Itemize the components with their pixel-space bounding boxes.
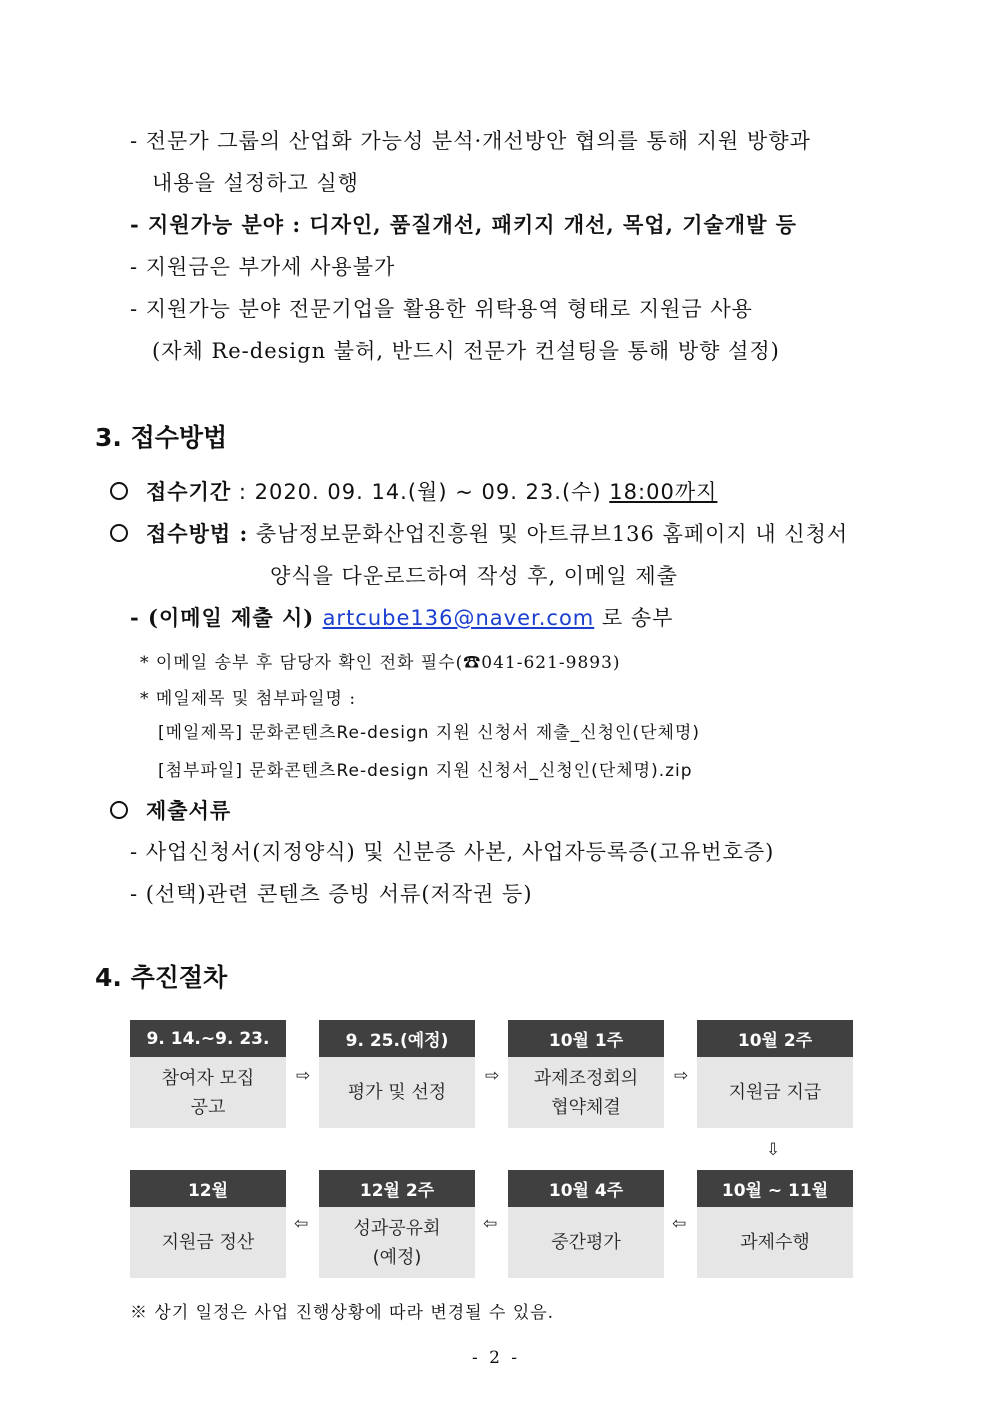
step-head: 10월 1주 <box>508 1020 664 1057</box>
arrow-right-icon: ⇨ <box>674 1066 689 1086</box>
step-box-1 <box>130 1020 286 1128</box>
step-head: 10월 2주 <box>697 1020 853 1057</box>
step-body: 지원금 정산 <box>130 1207 286 1278</box>
method-label: 접수방법 : <box>146 521 249 546</box>
note-2: * 메일제목 및 첨부파일명 : <box>140 689 357 709</box>
step-box-4 <box>697 1020 853 1128</box>
step-head: 12월 2주 <box>319 1170 475 1207</box>
arrow-left-icon: ⇦ <box>672 1214 687 1234</box>
step-body: 과제조정회의 협약체결 <box>508 1057 664 1128</box>
doc-item-2: - (선택)관련 콘텐츠 증빙 서류(저작권 등) <box>130 882 533 906</box>
method-text-1: 충남정보문화산업진흥원 및 아트큐브136 홈페이지 내 신청서 <box>248 522 849 546</box>
step-box-6 <box>319 1170 475 1278</box>
arrow-right-icon: ⇨ <box>485 1066 500 1086</box>
step-body: 지원금 지급 <box>697 1057 853 1128</box>
step-body: 과제수행 <box>697 1207 853 1278</box>
step-box-2 <box>319 1020 475 1128</box>
step-body: 평가 및 선정 <box>319 1057 475 1128</box>
step-head: 10월 ~ 11월 <box>697 1170 853 1207</box>
arrow-down-icon: ⇩ <box>766 1140 781 1160</box>
email-row <box>130 602 673 632</box>
intro-line-5: - 지원가능 분야 전문기업을 활용한 위탁용역 형태로 지원금 사용 <box>130 297 753 321</box>
doc-item-1: - 사업신청서(지정양식) 및 신분증 사본, 사업자등록증(고유번호증) <box>130 840 775 864</box>
email-label: - (이메일 제출 시) <box>130 605 323 630</box>
intro-line-3: - 지원가능 분야 : 디자인, 품질개선, 패키지 개선, 목업, 기술개발 등 <box>130 212 797 237</box>
section-4-title: 4. 추진절차 <box>95 963 228 992</box>
period-sep: : <box>231 480 255 504</box>
step-head: 9. 25.(예정) <box>319 1020 475 1057</box>
note-1: * 이메일 송부 후 담당자 확인 전화 필수(☎041-621-9893) <box>140 653 621 673</box>
section-3-title: 3. 접수방법 <box>95 423 228 452</box>
step-head: 9. 14.~9. 23. <box>130 1020 286 1057</box>
method-row <box>110 518 848 548</box>
schedule-footnote: ※ 상기 일정은 사업 진행상황에 따라 변경될 수 있음. <box>130 1303 555 1323</box>
docs-label: 제출서류 <box>146 798 232 823</box>
period-row <box>110 476 717 506</box>
page-number: - 2 - <box>471 1348 521 1368</box>
attach-name: [첨부파일] 문화콘텐츠Re-design 지원 신청서_신청인(단체명).zip <box>158 761 693 781</box>
intro-line-1: - 전문가 그룹의 산업화 가능성 분석·개선방안 협의를 통해 지원 방향과 <box>130 129 811 153</box>
method-text-2: 양식을 다운로드하여 작성 후, 이메일 제출 <box>270 564 678 588</box>
step-body: 성과공유회 (예정) <box>319 1207 475 1278</box>
intro-line-6: (자체 Re-design 불허, 반드시 전문가 컨설팅을 통해 방향 설정) <box>152 339 780 363</box>
circle-bullet-icon <box>110 482 128 500</box>
email-link[interactable]: artcube136@naver.com <box>322 606 595 630</box>
email-tail: 로 송부 <box>594 606 674 630</box>
arrow-left-icon: ⇦ <box>294 1214 309 1234</box>
step-body: 중간평가 <box>508 1207 664 1278</box>
docs-row <box>110 795 231 825</box>
intro-line-2: 내용을 설정하고 실행 <box>152 171 359 195</box>
circle-bullet-icon <box>110 801 128 819</box>
step-box-7 <box>508 1170 664 1278</box>
step-box-8 <box>697 1170 853 1278</box>
arrow-left-icon: ⇦ <box>483 1214 498 1234</box>
intro-line-4: - 지원금은 부가세 사용불가 <box>130 255 396 279</box>
step-box-3 <box>508 1020 664 1128</box>
step-box-5 <box>130 1170 286 1278</box>
period-deadline: 18:00까지 <box>609 480 718 504</box>
circle-bullet-icon <box>110 524 128 542</box>
step-body: 참여자 모집 공고 <box>130 1057 286 1128</box>
step-head: 12월 <box>130 1170 286 1207</box>
arrow-right-icon: ⇨ <box>296 1066 311 1086</box>
mail-title: [메일제목] 문화콘텐츠Re-design 지원 신청서 제출_신청인(단체명) <box>158 723 700 743</box>
step-head: 10월 4주 <box>508 1170 664 1207</box>
period-value: 2020. 09. 14.(월) ~ 09. 23.(수) <box>254 480 610 504</box>
period-label: 접수기간 <box>146 479 232 504</box>
